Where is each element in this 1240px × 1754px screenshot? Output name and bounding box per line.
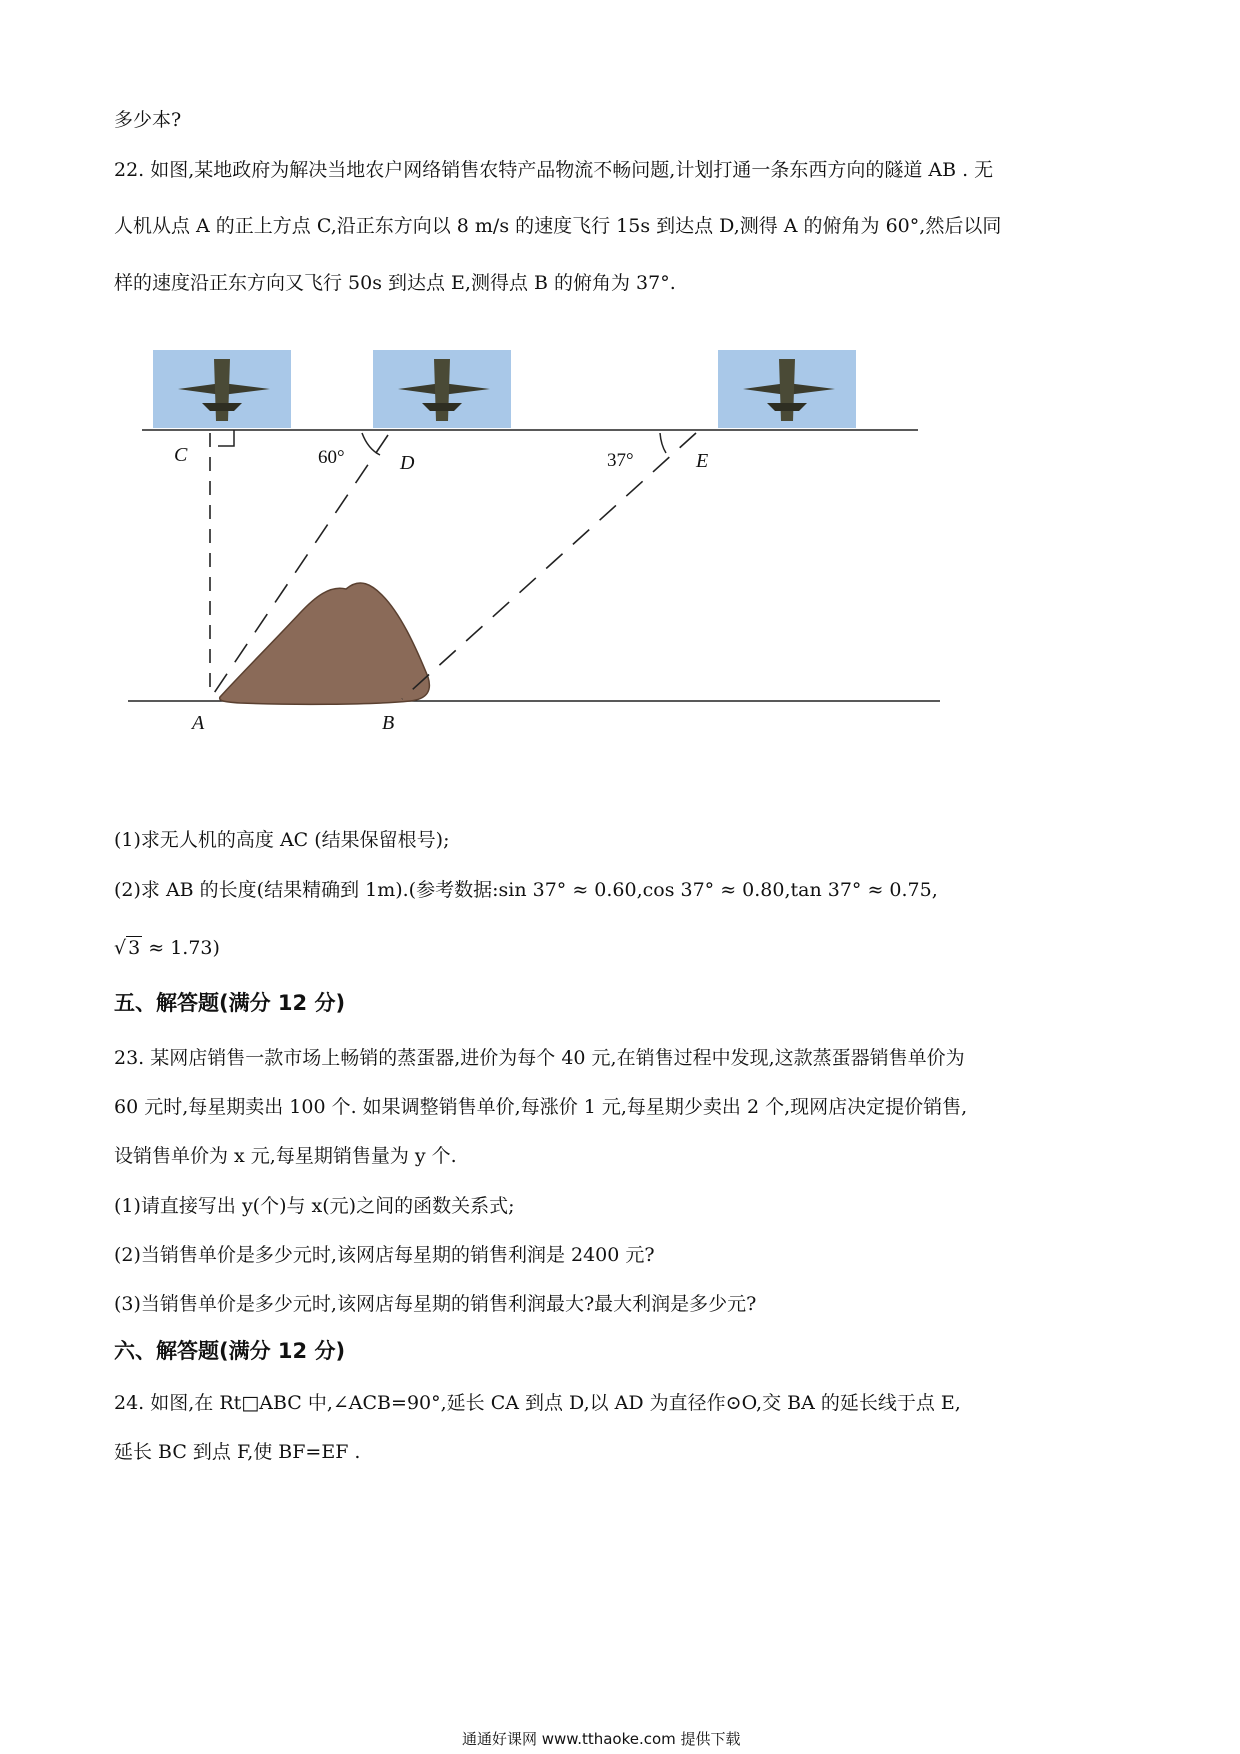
dashed-line-eb bbox=[402, 433, 696, 699]
problem-22-line-2: 人机从点 A 的正上方点 C,沿正东方向以 8 m/s 的速度飞行 15s 到达点 D,测得 A 的俯角为 60°,然后以同 bbox=[114, 215, 1002, 237]
label-e: E bbox=[696, 450, 709, 472]
angle-arc-e bbox=[660, 433, 666, 453]
problem-23-line-1: 23. 某网店销售一款市场上畅销的蒸蛋器,进价为每个 40 元,在销售过程中发现,这款蒸蛋器销售单价为 bbox=[114, 1047, 965, 1069]
section-heading-5: 五、解答题(满分 12 分) bbox=[114, 991, 346, 1015]
question-23-1: (1)请直接写出 y(个)与 x(元)之间的函数关系式; bbox=[114, 1195, 515, 1217]
question-23-3: (3)当销售单价是多少元时,该网店每星期的销售利润最大?最大利润是多少元? bbox=[114, 1293, 757, 1315]
problem-22-figure bbox=[110, 345, 950, 745]
label-b: B bbox=[382, 712, 395, 734]
plane-image-e bbox=[718, 350, 856, 428]
problem-23-line-2: 60 元时,每星期卖出 100 个. 如果调整销售单价,每涨价 1 元,每星期少卖出 2 个,现网店决定提价销售, bbox=[114, 1096, 968, 1118]
problem-22-line-3: 样的速度沿正东方向又飞行 50s 到达点 E,测得点 B 的俯角为 37°. bbox=[114, 272, 676, 294]
question-22-2: (2)求 AB 的长度(结果精确到 1m).(参考数据:sin 37° ≈ 0.60,cos 37° ≈ 0.80,tan 37° ≈ 0.75, bbox=[114, 879, 938, 901]
mountain bbox=[220, 583, 430, 704]
reference-sqrt3: √ 3 ≈ 1.73) bbox=[114, 937, 220, 959]
question-22-1: (1)求无人机的高度 AC (结果保留根号); bbox=[114, 829, 450, 851]
page-footer: 通通好课网 www.tthaoke.com 提供下载 bbox=[462, 1730, 741, 1748]
right-angle-marker bbox=[218, 430, 234, 446]
plane-image-d bbox=[373, 350, 511, 428]
label-a: A bbox=[192, 712, 205, 734]
question-23-2: (2)当销售单价是多少元时,该网店每星期的销售利润是 2400 元? bbox=[114, 1244, 655, 1266]
label-angle-37: 37° bbox=[607, 450, 634, 471]
plane-image-c bbox=[153, 350, 291, 428]
sqrt-symbol: √ 3 bbox=[114, 937, 141, 959]
problem-22-line-1: 22. 如图,某地政府为解决当地农户网络销售农特产品物流不畅问题,计划打通一条东西方向的隧道 AB . 无 bbox=[114, 159, 994, 181]
problem-24-line-2: 延长 BC 到点 F,使 BF=EF . bbox=[114, 1441, 361, 1463]
label-c: C bbox=[174, 444, 188, 466]
section-heading-6: 六、解答题(满分 12 分) bbox=[114, 1339, 346, 1363]
label-angle-60: 60° bbox=[318, 447, 345, 468]
text-line-1: 多少本? bbox=[114, 109, 182, 131]
problem-23-line-3: 设销售单价为 x 元,每星期销售量为 y 个. bbox=[114, 1145, 457, 1167]
problem-24-line-1: 24. 如图,在 Rt□ABC 中,∠ACB=90°,延长 CA 到点 D,以 AD 为直径作⊙O,交 BA 的延长线于点 E, bbox=[114, 1392, 961, 1414]
label-d: D bbox=[400, 452, 415, 474]
